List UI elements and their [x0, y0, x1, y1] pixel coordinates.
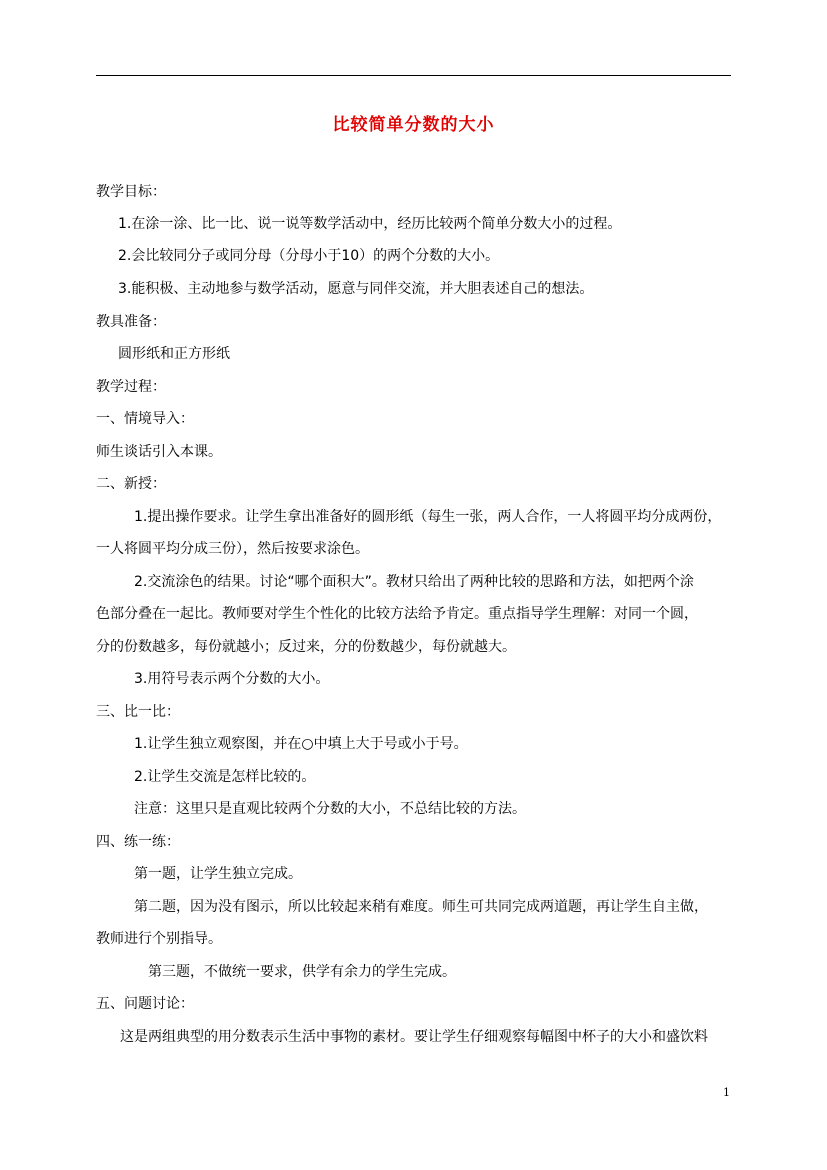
- section-2-heading: 二、新授：: [96, 476, 166, 492]
- section-5-text: 这是两组典型的用分数表示生活中事物的素材。要让学生仔细观察每幅图中杯子的大小和盛饮料: [120, 1029, 708, 1045]
- objective-3: 3.能积极、主动地参与数学活动，愿意与同伴交流，并大胆表述自己的想法。: [118, 281, 594, 297]
- section-1-text: 师生谈话引入本课。: [96, 444, 222, 460]
- section-2-item-2-line-3: 分的份数越多，每份就越小；反过来，分的份数越少，每份就越大。: [96, 639, 516, 655]
- objective-2: 2.会比较同分子或同分母（分母小于10）的两个分数的大小。: [118, 248, 500, 264]
- heading-process: 教学过程：: [96, 379, 166, 395]
- section-3-item-2: 2.让学生交流是怎样比较的。: [134, 769, 316, 785]
- section-4-item-1: 第一题，让学生独立完成。: [134, 866, 302, 882]
- section-4-heading: 四、练一练：: [96, 834, 180, 850]
- heading-materials: 教具准备：: [96, 314, 166, 330]
- section-2-item-3: 3.用符号表示两个分数的大小。: [134, 671, 330, 687]
- section-2-item-1-line-2: 一人将圆平均分成三份），然后按要求涂色。: [96, 541, 369, 557]
- section-3-item-1: 1.让学生独立观察图，并在○中填上大于号或小于号。: [134, 736, 468, 752]
- header-rule: [96, 75, 731, 76]
- materials-text: 圆形纸和正方形纸: [118, 346, 230, 362]
- objective-1: 1.在涂一涂、比一比、说一说等数学活动中，经历比较两个简单分数大小的过程。: [118, 216, 622, 232]
- section-1-heading: 一、情境导入：: [96, 411, 194, 427]
- section-2-item-1-line-1: 1.提出操作要求。让学生拿出准备好的圆形纸（每生一张，两人合作，一人将圆平均分成两份，: [134, 509, 722, 525]
- section-2-item-2-line-1: 2.交流涂色的结果。讨论“哪个面积大”。教材只给出了两种比较的思路和方法，如把两个涂: [134, 574, 694, 590]
- section-4-item-2-line-2: 教师进行个别指导。: [96, 931, 222, 947]
- section-5-heading: 五、问题讨论：: [96, 996, 194, 1012]
- section-3-heading: 三、比一比：: [96, 704, 180, 720]
- section-2-item-2-line-2: 色部分叠在一起比。教师要对学生个性化的比较方法给予肯定。重点指导学生理解：对同一个圆，: [96, 606, 698, 622]
- document-title: 比较简单分数的大小: [332, 115, 495, 135]
- page-number: 1: [723, 1086, 730, 1099]
- heading-objectives: 教学目标：: [96, 184, 166, 200]
- section-3-note: 注意：这里只是直观比较两个分数的大小，不总结比较的方法。: [134, 801, 526, 817]
- section-4-item-3: 第三题，不做统一要求，供学有余力的学生完成。: [148, 964, 456, 980]
- section-4-item-2-line-1: 第二题，因为没有图示，所以比较起来稍有难度。师生可共同完成两道题，再让学生自主做，: [134, 899, 708, 915]
